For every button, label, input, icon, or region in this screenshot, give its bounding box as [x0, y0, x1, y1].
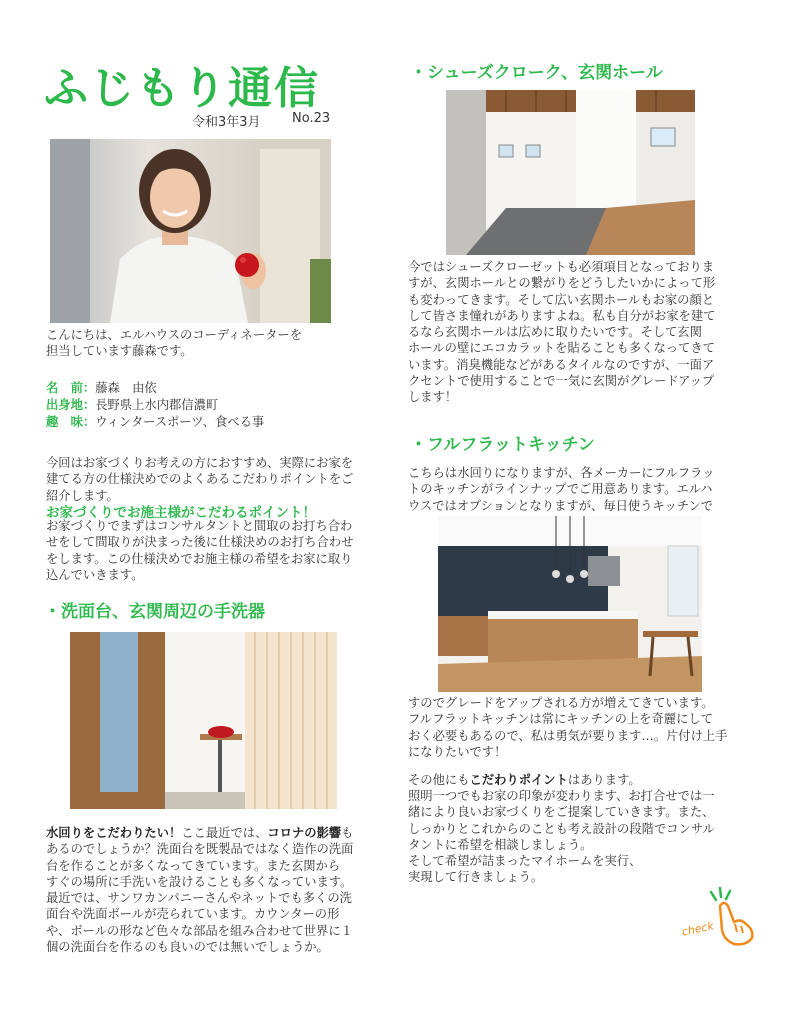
profile-name: 名 前：藤森 由依 [46, 381, 157, 395]
kitchen-heading: ・フルフラットキッチン [410, 435, 595, 455]
closing-lead: その他にもこだわりポイントはあります。 [408, 773, 641, 787]
intro-body: お家づくりでまずはコンサルタントと間取のお打ち合わ せをして間取りが決まった後に仕様決めのお打ち合わせ をします。この仕様決めでお施主様の希望をお家に取り 込んでいきます。 [46, 519, 354, 582]
washbasin-text: 水回りをこだわりたい！ここ最近では、コロナの影響も あるのでしょうか？洗面台を既製品ではなく造作の洗面 台を作ることが多くなってきています。また玄関から すぐの場所に手洗いを設けることも多くなっています。 最近では、サンワカンパニーさんやネットでも多くの洗 面台や洗面ボールが売られています。カウンターの形 や、ボールの形など色々な部品を組み合わせて世界に１ 個の洗面台を作るのも良いのでは無いでしょうか。 [46, 826, 354, 955]
check-icon [680, 886, 760, 946]
profile-hobby: 趣 味：ウィンタースポーツ、食べる事 [46, 415, 265, 429]
kitchen-photo [438, 516, 702, 692]
washbasin-heading: ・洗面台、玄関周辺の手洗器 [44, 602, 265, 622]
page-title: ふじもり通信 [44, 63, 320, 114]
profile-list [46, 380, 346, 431]
shoes-text: 今ではシューズクローゼットも必須項目となっておりま すが、玄関ホールとの繋がりをどうしたいかによって形 も変わってきます。そして広い玄関ホールもお家の顔と して皆さま憧れがありますよね。私も自分がお家を建て るなら玄関ホールは広めに取りたいです。そして玄関 ホールの壁にエコカラットを貼ることも多くなってきて います。消臭機能などがあるタイルなのですが、一面ア クセントで使用することで一気に玄関がグレードアップ します！ [408, 260, 716, 405]
intro-greeting: こんにちは、エルハウスのコーディネーターを 担当しています藤森です。 [46, 328, 303, 359]
shoes-heading: ・シューズクローク、玄関ホール [410, 63, 663, 83]
portrait-photo [50, 139, 331, 323]
washbasin-photo [70, 632, 337, 809]
intro-highlight: お家づくりでお施主様がこだわるポイント！ [46, 505, 316, 521]
shoes-photo [446, 90, 695, 255]
check-label: check [680, 919, 715, 939]
closing-text: 照明一つでもお家の印象が変わります、お打合せでは一 緒により良いお家づくりをご提案していきます。また、 しっかりとこれからのことも考え設計の段階でコンサル タントに希望を相談しましょう。 そして希望が詰まったマイホームを実行、 実現して行きましょう。 [408, 789, 715, 885]
profile-hometown: 出身地：長野県上水内郡信濃町 [46, 398, 219, 412]
issue-date: 令和3年3月 [192, 115, 261, 130]
kitchen-text-1: こちらは水回りになりますが、各メーカーにフルフラッ トのキッチンがラインナップでご用意あります。エルハ ウスではオプションとなりますが、毎日使うキッチンで [408, 466, 715, 513]
intro-lead: 今回はお家づくりお考えの方におすすめ、実際にお家を 建てる方の仕様決めでのよくあるこだわりポイントをご 紹介します。 [46, 456, 354, 503]
issue-number: No.23 [292, 111, 331, 126]
kitchen-text-2: すのでグレードをアップされる方が増えてきています。 フルフラットキッチンは常にキッチンの上を奇麗にして おく必要もあるので、私は勇気が要ります…。片付け上手 になりたいです！ [408, 696, 728, 759]
